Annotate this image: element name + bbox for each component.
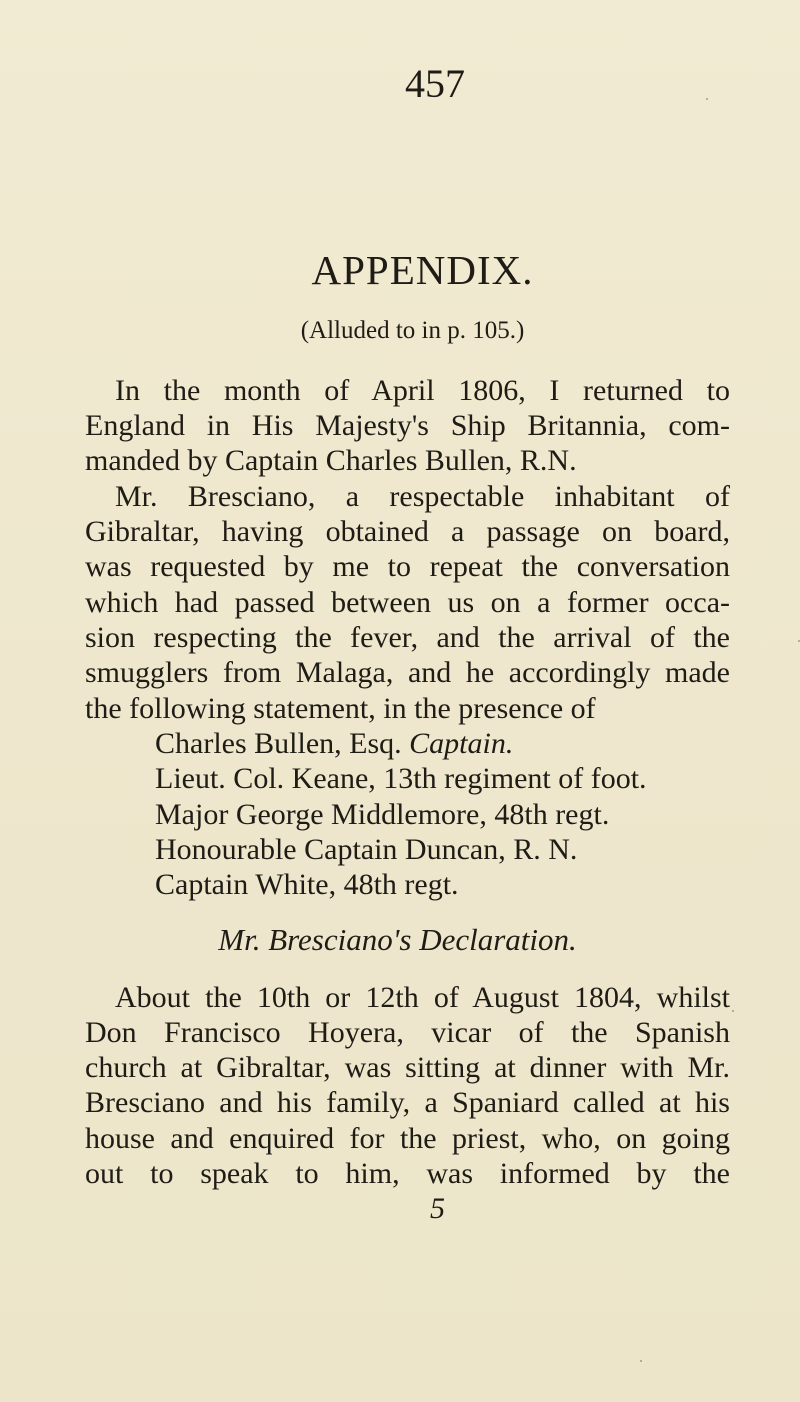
witness-entry [155, 729, 800, 759]
paragraph-line: the following statement, in the presence of [85, 692, 596, 725]
appendix-title-text: APPENDIX. [311, 247, 534, 293]
appendix-subtitle-text: (Alluded to in p. 105.) [300, 317, 525, 344]
appendix-subtitle [0, 318, 800, 343]
paragraph-line: church at Gibraltar, was sitting at dinner with Mr. [85, 1051, 730, 1084]
paper-speck [640, 1360, 642, 1362]
witness-entry: Captain White, 48th regt. [155, 868, 459, 901]
witness-name: Charles Bullen, Esq. [155, 727, 402, 760]
paragraph-line: sion respecting the fever, and the arrival of the [85, 621, 730, 654]
witness-entry: Lieut. Col. Keane, 13th regiment of foot. [155, 762, 647, 795]
witness-entry: Honourable Captain Duncan, R. N. [155, 833, 578, 866]
witness-role: Captain. [409, 727, 514, 760]
paragraph-line: England in His Majesty's Ship Britannia, com- [85, 409, 730, 442]
paragraph-line: smugglers from Malaga, and he accordingly made [85, 656, 730, 689]
page-number: 457 [405, 61, 465, 106]
signature-mark: 5 [430, 1192, 445, 1225]
paragraph-line: house and enquired for the priest, who, on going [85, 1122, 730, 1155]
paragraph-line: Mr. Bresciano, a respectable inhabitant of [115, 480, 730, 513]
paper-speck [732, 1010, 734, 1012]
paragraph-line: Don Francisco Hoyera, vicar of the Spanish [85, 1016, 730, 1049]
paper-speck [706, 98, 708, 100]
paragraph-line: About the 10th or 12th of August 1804, whilst [115, 981, 730, 1014]
declaration-heading-text: Mr. Bresciano's Declaration. [218, 922, 577, 957]
paragraph-line: out to speak to him, was informed by the [85, 1157, 730, 1190]
paragraph-line: was requested by me to repeat the conversation [85, 550, 730, 583]
paragraph-line: Bresciano and his family, a Spaniard called at his [85, 1086, 730, 1119]
paragraph-line: Gibraltar, having obtained a passage on board, [85, 515, 730, 548]
declaration-heading [0, 924, 800, 955]
witness-entry: Major George Middlemore, 48th regt. [155, 798, 610, 831]
appendix-title [0, 247, 800, 293]
paragraph-line: manded by Captain Charles Bullen, R.N. [85, 444, 577, 477]
paragraph-line: which had passed between us on a former occa- [85, 586, 730, 619]
paragraph-line: In the month of April 1806, I returned to [115, 374, 730, 407]
